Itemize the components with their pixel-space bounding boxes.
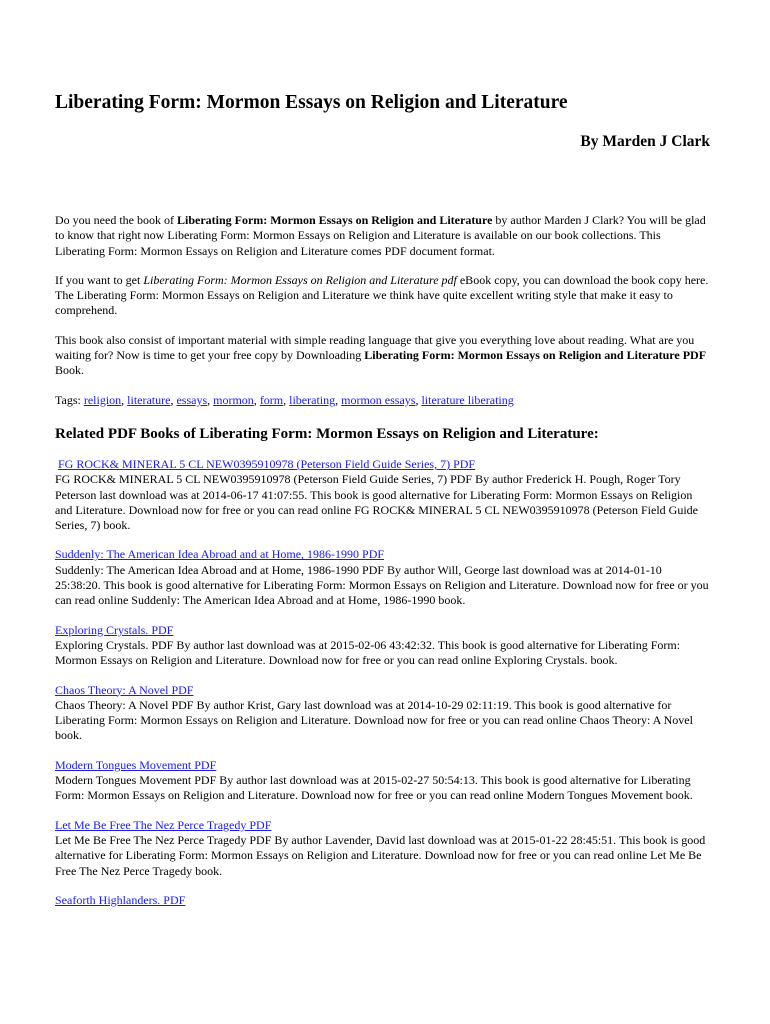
related-book-description: FG ROCK& MINERAL 5 CL NEW0395910978 (Peterson Field Guide Series, 7) PDF By author Frederick H. Pough, Roger Tory Peterson last download was at 2014-06-17 41:07:55. This book is good alternative for Liberating Form: Mormon Essays on Religion and Literature. Download now for free or you can read online FG ROCK& MINERAL 5 CL NEW0395910978 (Peterson Field Guide Series, 7) book. [55, 472, 698, 533]
related-book-item [55, 758, 710, 804]
tag-link-mormon[interactable]: mormon [213, 392, 254, 407]
related-book-description: Let Me Be Free The Nez Perce Tragedy PDF By author Lavender, David last download was at 2015-01-22 28:45:51. This book is good alternative for Liberating Form: Mormon Essays on Religion and Literature. Download now for free or you can read online Let Me Be Free The Nez Perce Tragedy book. [55, 832, 706, 878]
related-book-description: Suddenly: The American Idea Abroad and at Home, 1986-1990 PDF By author Will, George last download was at 2014-01-10 25:38:20. This book is good alternative for Liberating Form: Mormon Essays on Religion and Literature. Download now for free or you can read online Suddenly: The American Idea Abroad and at Home, 1986-1990 book. [55, 562, 709, 608]
intro-paragraph-3 [55, 333, 710, 379]
document-body [55, 213, 710, 922]
intro-text: Book. [55, 363, 85, 378]
related-book-link[interactable]: Suddenly: The American Idea Abroad and at Home, 1986-1990 PDF [55, 547, 385, 562]
related-book-link[interactable]: FG ROCK& MINERAL 5 CL NEW0395910978 (Peterson Field Guide Series, 7) PDF [58, 456, 476, 471]
document-title: Liberating Form: Mormon Essays on Religion and Literature [55, 92, 568, 113]
intro-paragraph-2 [55, 273, 710, 319]
related-book-item [55, 457, 710, 533]
intro-paragraph-1 [55, 213, 710, 259]
related-book-item [55, 623, 710, 669]
related-book-link[interactable]: Let Me Be Free The Nez Perce Tragedy PDF [55, 817, 272, 832]
intro-italic-title: Liberating Form: Mormon Essays on Religion and Literature pdf [143, 272, 457, 287]
related-book-link[interactable]: Exploring Crystals. PDF [55, 622, 174, 637]
related-book-link[interactable]: Chaos Theory: A Novel PDF [55, 682, 194, 697]
intro-text: by author Marden J Clark? You will be glad to know that right now Liberating Form: Mormon Essays on Religion and Literature is available on our book collections. This Liberating Form: Mormon Essays on Religion and Literature comes PDF document format. [55, 213, 706, 258]
related-book-item [55, 683, 710, 744]
related-book-description: Modern Tongues Movement PDF By author last download was at 2015-02-27 50:54:13. This book is good alternative for Liberating Form: Mormon Essays on Religion and Literature. Download now for free or you can read online Modern Tongues Movement book. [55, 773, 693, 803]
tags-line: Tags: religion, literature, essays, mormon, form, liberating, mormon essays, literature liberating [55, 392, 514, 407]
tag-link-liberating[interactable]: liberating [289, 392, 336, 407]
related-book-link[interactable]: Seaforth Highlanders. PDF [55, 892, 186, 907]
intro-text: This book also consist of important material with simple reading language that give you everything love about reading. What are you waiting for? Now is time to get your free copy by Downloading [55, 332, 695, 363]
related-book-description: Chaos Theory: A Novel PDF By author Krist, Gary last download was at 2014-10-29 02:11:19. This book is good alternative for Liberating Form: Mormon Essays on Religion and Literature. Download now for free or you can read online Chaos Theory: A Novel book. [55, 697, 693, 743]
intro-text: eBook copy, you can download the book copy here. The Liberating Form: Mormon Essays on Religion and Literature we think have quite excellent writing style that make it easy to comprehend. [55, 272, 709, 318]
tag-link-literature[interactable]: literature [127, 392, 171, 407]
intro-text: Do you need the book of [55, 213, 177, 227]
related-books-heading: Related PDF Books of Liberating Form: Mormon Essays on Religion and Literature: [55, 425, 599, 442]
intro-text: If you want to get [55, 272, 144, 287]
tag-link-mormon-essays[interactable]: mormon essays [341, 392, 416, 407]
tag-link-literature-liberating[interactable]: literature liberating [421, 392, 514, 407]
intro-bold-title: Liberating Form: Mormon Essays on Religion and Literature PDF [364, 348, 707, 363]
related-book-item [55, 893, 710, 908]
related-book-item [55, 547, 710, 608]
author-line: By Marden J Clark [580, 133, 710, 150]
tag-link-essays[interactable]: essays [176, 392, 208, 407]
related-book-description: Exploring Crystals. PDF By author last download was at 2015-02-06 43:42:32. This book is good alternative for Liberating Form: Mormon Essays on Religion and Literature. Download now for free or you can read online Exploring Crystals. book. [55, 637, 681, 668]
related-book-link[interactable]: Modern Tongues Movement PDF [55, 757, 217, 772]
tags-label: Tags: [55, 392, 81, 407]
tag-link-religion[interactable]: religion [83, 392, 122, 407]
intro-bold-title: Liberating Form: Mormon Essays on Religion and Literature [176, 213, 493, 227]
tag-link-form[interactable]: form [259, 392, 284, 407]
related-book-item [55, 818, 710, 879]
